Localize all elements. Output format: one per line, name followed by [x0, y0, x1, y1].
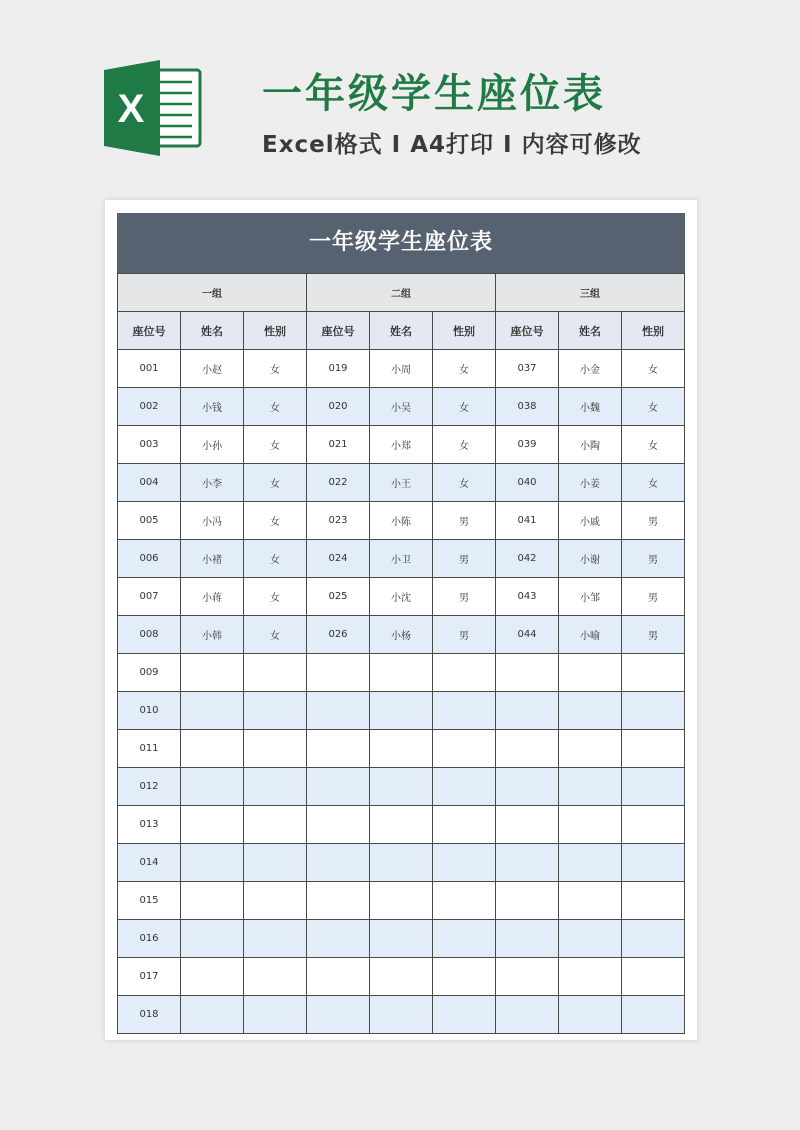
gender-cell[interactable]: 男 [433, 540, 496, 578]
gender-cell[interactable] [433, 844, 496, 882]
gender-cell[interactable] [433, 958, 496, 996]
seat-cell[interactable]: 014 [118, 844, 181, 882]
seat-cell[interactable]: 038 [496, 388, 559, 426]
sheet-banner: 一年级学生座位表 [117, 213, 685, 273]
gender-cell[interactable]: 女 [433, 350, 496, 388]
gender-cell[interactable] [433, 692, 496, 730]
gender-cell[interactable]: 女 [244, 540, 307, 578]
name-cell[interactable]: 小陶 [559, 426, 622, 464]
gender-cell[interactable]: 男 [433, 578, 496, 616]
seat-cell[interactable]: 001 [118, 350, 181, 388]
seat-cell[interactable]: 006 [118, 540, 181, 578]
name-cell[interactable] [559, 996, 622, 1034]
seat-cell[interactable]: 008 [118, 616, 181, 654]
table-row [118, 996, 685, 1034]
column-header-name: 姓名 [370, 312, 433, 350]
seat-cell[interactable]: 012 [118, 768, 181, 806]
gender-cell[interactable]: 女 [244, 616, 307, 654]
table-row [118, 464, 685, 502]
gender-cell[interactable] [433, 920, 496, 958]
group-header: 一组 [118, 274, 307, 312]
page-title: 一年级学生座位表 [262, 71, 606, 117]
name-cell[interactable] [181, 882, 244, 920]
table-row [118, 616, 685, 654]
name-cell[interactable]: 小孙 [181, 426, 244, 464]
seat-cell[interactable] [496, 844, 559, 882]
gender-cell[interactable]: 男 [622, 616, 685, 654]
seat-cell[interactable]: 039 [496, 426, 559, 464]
name-cell[interactable]: 小卫 [370, 540, 433, 578]
name-cell[interactable] [181, 806, 244, 844]
gender-cell[interactable] [244, 692, 307, 730]
gender-cell[interactable]: 女 [622, 426, 685, 464]
gender-cell[interactable] [433, 996, 496, 1034]
name-cell[interactable] [559, 768, 622, 806]
logo-letter: X [117, 87, 145, 131]
seat-cell[interactable] [307, 806, 370, 844]
gender-cell[interactable]: 女 [433, 426, 496, 464]
column-header-gender: 性别 [622, 312, 685, 350]
page-subtitle: Excel格式 I A4打印 I 内容可修改 [262, 132, 642, 158]
name-cell[interactable]: 小冯 [181, 502, 244, 540]
gender-cell[interactable] [244, 920, 307, 958]
gender-cell[interactable] [622, 654, 685, 692]
gender-cell[interactable]: 男 [433, 616, 496, 654]
name-cell[interactable] [181, 692, 244, 730]
gender-cell[interactable]: 女 [244, 502, 307, 540]
seat-cell[interactable] [307, 996, 370, 1034]
gender-cell[interactable]: 男 [622, 502, 685, 540]
seating-sheet [117, 213, 685, 1034]
name-cell[interactable]: 小陈 [370, 502, 433, 540]
gender-cell[interactable] [244, 768, 307, 806]
name-cell[interactable] [370, 654, 433, 692]
column-header-gender: 性别 [433, 312, 496, 350]
seat-cell[interactable]: 017 [118, 958, 181, 996]
gender-cell[interactable] [622, 692, 685, 730]
name-cell[interactable] [370, 996, 433, 1034]
seat-cell[interactable]: 009 [118, 654, 181, 692]
name-cell[interactable]: 小李 [181, 464, 244, 502]
name-cell[interactable] [181, 768, 244, 806]
gender-cell[interactable] [433, 768, 496, 806]
seat-cell[interactable] [496, 692, 559, 730]
name-cell[interactable] [559, 654, 622, 692]
name-cell[interactable] [559, 730, 622, 768]
name-cell[interactable] [370, 806, 433, 844]
column-header-seat: 座位号 [496, 312, 559, 350]
seat-cell[interactable]: 024 [307, 540, 370, 578]
seat-cell[interactable]: 026 [307, 616, 370, 654]
column-header-gender: 性别 [244, 312, 307, 350]
name-cell[interactable]: 小金 [559, 350, 622, 388]
table-row [118, 540, 685, 578]
table-row [118, 692, 685, 730]
seat-cell[interactable] [496, 920, 559, 958]
gender-cell[interactable]: 男 [622, 578, 685, 616]
column-header-row [118, 312, 685, 350]
seat-cell[interactable] [307, 958, 370, 996]
name-cell[interactable] [181, 844, 244, 882]
name-cell[interactable]: 小魏 [559, 388, 622, 426]
seat-cell[interactable]: 007 [118, 578, 181, 616]
table-row [118, 920, 685, 958]
seat-cell[interactable]: 010 [118, 692, 181, 730]
name-cell[interactable] [181, 730, 244, 768]
seat-cell[interactable]: 016 [118, 920, 181, 958]
gender-cell[interactable]: 男 [622, 540, 685, 578]
column-header-seat: 座位号 [307, 312, 370, 350]
name-cell[interactable] [559, 882, 622, 920]
seat-cell[interactable] [307, 920, 370, 958]
name-cell[interactable]: 小周 [370, 350, 433, 388]
table-row [118, 882, 685, 920]
seat-cell[interactable]: 019 [307, 350, 370, 388]
gender-cell[interactable]: 女 [433, 388, 496, 426]
name-cell[interactable] [559, 958, 622, 996]
gender-cell[interactable] [622, 806, 685, 844]
page-header [0, 0, 800, 190]
name-cell[interactable] [559, 844, 622, 882]
gender-cell[interactable] [433, 882, 496, 920]
name-cell[interactable] [370, 768, 433, 806]
gender-cell[interactable] [244, 882, 307, 920]
gender-cell[interactable]: 女 [433, 464, 496, 502]
name-cell[interactable]: 小姜 [559, 464, 622, 502]
gender-cell[interactable] [622, 882, 685, 920]
name-cell[interactable]: 小谢 [559, 540, 622, 578]
name-cell[interactable] [181, 958, 244, 996]
gender-cell[interactable] [244, 958, 307, 996]
seat-cell[interactable] [307, 654, 370, 692]
seat-cell[interactable]: 004 [118, 464, 181, 502]
name-cell[interactable] [559, 920, 622, 958]
seat-cell[interactable]: 013 [118, 806, 181, 844]
gender-cell[interactable] [433, 730, 496, 768]
table-row [118, 388, 685, 426]
seat-cell[interactable] [307, 844, 370, 882]
gender-cell[interactable]: 女 [244, 388, 307, 426]
seat-cell[interactable]: 002 [118, 388, 181, 426]
seat-cell[interactable]: 022 [307, 464, 370, 502]
gender-cell[interactable] [244, 730, 307, 768]
column-header-name: 姓名 [559, 312, 622, 350]
gender-cell[interactable] [433, 654, 496, 692]
seat-cell[interactable] [496, 996, 559, 1034]
seat-cell[interactable]: 018 [118, 996, 181, 1034]
seat-cell[interactable] [496, 806, 559, 844]
seat-cell[interactable]: 011 [118, 730, 181, 768]
seat-cell[interactable]: 043 [496, 578, 559, 616]
seat-cell[interactable] [496, 882, 559, 920]
gender-cell[interactable] [244, 844, 307, 882]
gender-cell[interactable]: 女 [622, 388, 685, 426]
seating-table [117, 273, 685, 1034]
table-row [118, 730, 685, 768]
column-header-name: 姓名 [181, 312, 244, 350]
name-cell[interactable]: 小吴 [370, 388, 433, 426]
gender-cell[interactable]: 女 [244, 578, 307, 616]
name-cell[interactable]: 小喻 [559, 616, 622, 654]
name-cell[interactable] [559, 806, 622, 844]
group-header: 二组 [307, 274, 496, 312]
table-row [118, 768, 685, 806]
name-cell[interactable]: 小杨 [370, 616, 433, 654]
seat-cell[interactable]: 040 [496, 464, 559, 502]
name-cell[interactable]: 小蒋 [181, 578, 244, 616]
gender-cell[interactable]: 女 [622, 350, 685, 388]
seat-cell[interactable] [307, 692, 370, 730]
seat-cell[interactable] [496, 654, 559, 692]
gender-cell[interactable] [622, 958, 685, 996]
gender-cell[interactable] [622, 920, 685, 958]
gender-cell[interactable] [622, 844, 685, 882]
gender-cell[interactable] [244, 806, 307, 844]
seat-cell[interactable] [307, 882, 370, 920]
seat-cell[interactable] [496, 768, 559, 806]
name-cell[interactable] [370, 882, 433, 920]
name-cell[interactable] [370, 844, 433, 882]
name-cell[interactable]: 小韩 [181, 616, 244, 654]
name-cell[interactable]: 小沈 [370, 578, 433, 616]
seat-cell[interactable]: 015 [118, 882, 181, 920]
gender-cell[interactable]: 男 [433, 502, 496, 540]
table-row [118, 654, 685, 692]
column-header-seat: 座位号 [118, 312, 181, 350]
name-cell[interactable]: 小郑 [370, 426, 433, 464]
seat-cell[interactable]: 042 [496, 540, 559, 578]
gender-cell[interactable] [622, 730, 685, 768]
gender-cell[interactable]: 女 [244, 464, 307, 502]
seat-cell[interactable]: 037 [496, 350, 559, 388]
table-row [118, 806, 685, 844]
table-row [118, 844, 685, 882]
name-cell[interactable] [559, 692, 622, 730]
table-row [118, 502, 685, 540]
seat-cell[interactable]: 021 [307, 426, 370, 464]
gender-cell[interactable] [244, 654, 307, 692]
seat-cell[interactable] [307, 730, 370, 768]
gender-cell[interactable] [433, 806, 496, 844]
name-cell[interactable]: 小戚 [559, 502, 622, 540]
seat-cell[interactable]: 020 [307, 388, 370, 426]
seat-cell[interactable]: 044 [496, 616, 559, 654]
name-cell[interactable] [370, 692, 433, 730]
gender-cell[interactable]: 女 [244, 350, 307, 388]
seat-cell[interactable]: 003 [118, 426, 181, 464]
gender-cell[interactable] [622, 768, 685, 806]
document-paper [105, 200, 697, 1040]
table-row [118, 426, 685, 464]
name-cell[interactable]: 小王 [370, 464, 433, 502]
table-row [118, 578, 685, 616]
name-cell[interactable] [181, 654, 244, 692]
seat-cell[interactable]: 023 [307, 502, 370, 540]
gender-cell[interactable]: 女 [244, 426, 307, 464]
name-cell[interactable] [181, 920, 244, 958]
table-row [118, 350, 685, 388]
name-cell[interactable] [370, 920, 433, 958]
excel-logo-icon [104, 60, 204, 156]
gender-cell[interactable] [244, 996, 307, 1034]
seat-cell[interactable]: 005 [118, 502, 181, 540]
seat-cell[interactable] [496, 958, 559, 996]
gender-cell[interactable]: 女 [622, 464, 685, 502]
name-cell[interactable] [370, 730, 433, 768]
table-row [118, 958, 685, 996]
group-header: 三组 [496, 274, 685, 312]
seat-cell[interactable]: 041 [496, 502, 559, 540]
name-cell[interactable]: 小钱 [181, 388, 244, 426]
name-cell[interactable] [181, 996, 244, 1034]
name-cell[interactable]: 小褚 [181, 540, 244, 578]
name-cell[interactable]: 小赵 [181, 350, 244, 388]
name-cell[interactable]: 小邹 [559, 578, 622, 616]
group-header-row [118, 274, 685, 312]
gender-cell[interactable] [622, 996, 685, 1034]
name-cell[interactable] [370, 958, 433, 996]
seat-cell[interactable] [307, 768, 370, 806]
seat-cell[interactable] [496, 730, 559, 768]
seat-cell[interactable]: 025 [307, 578, 370, 616]
